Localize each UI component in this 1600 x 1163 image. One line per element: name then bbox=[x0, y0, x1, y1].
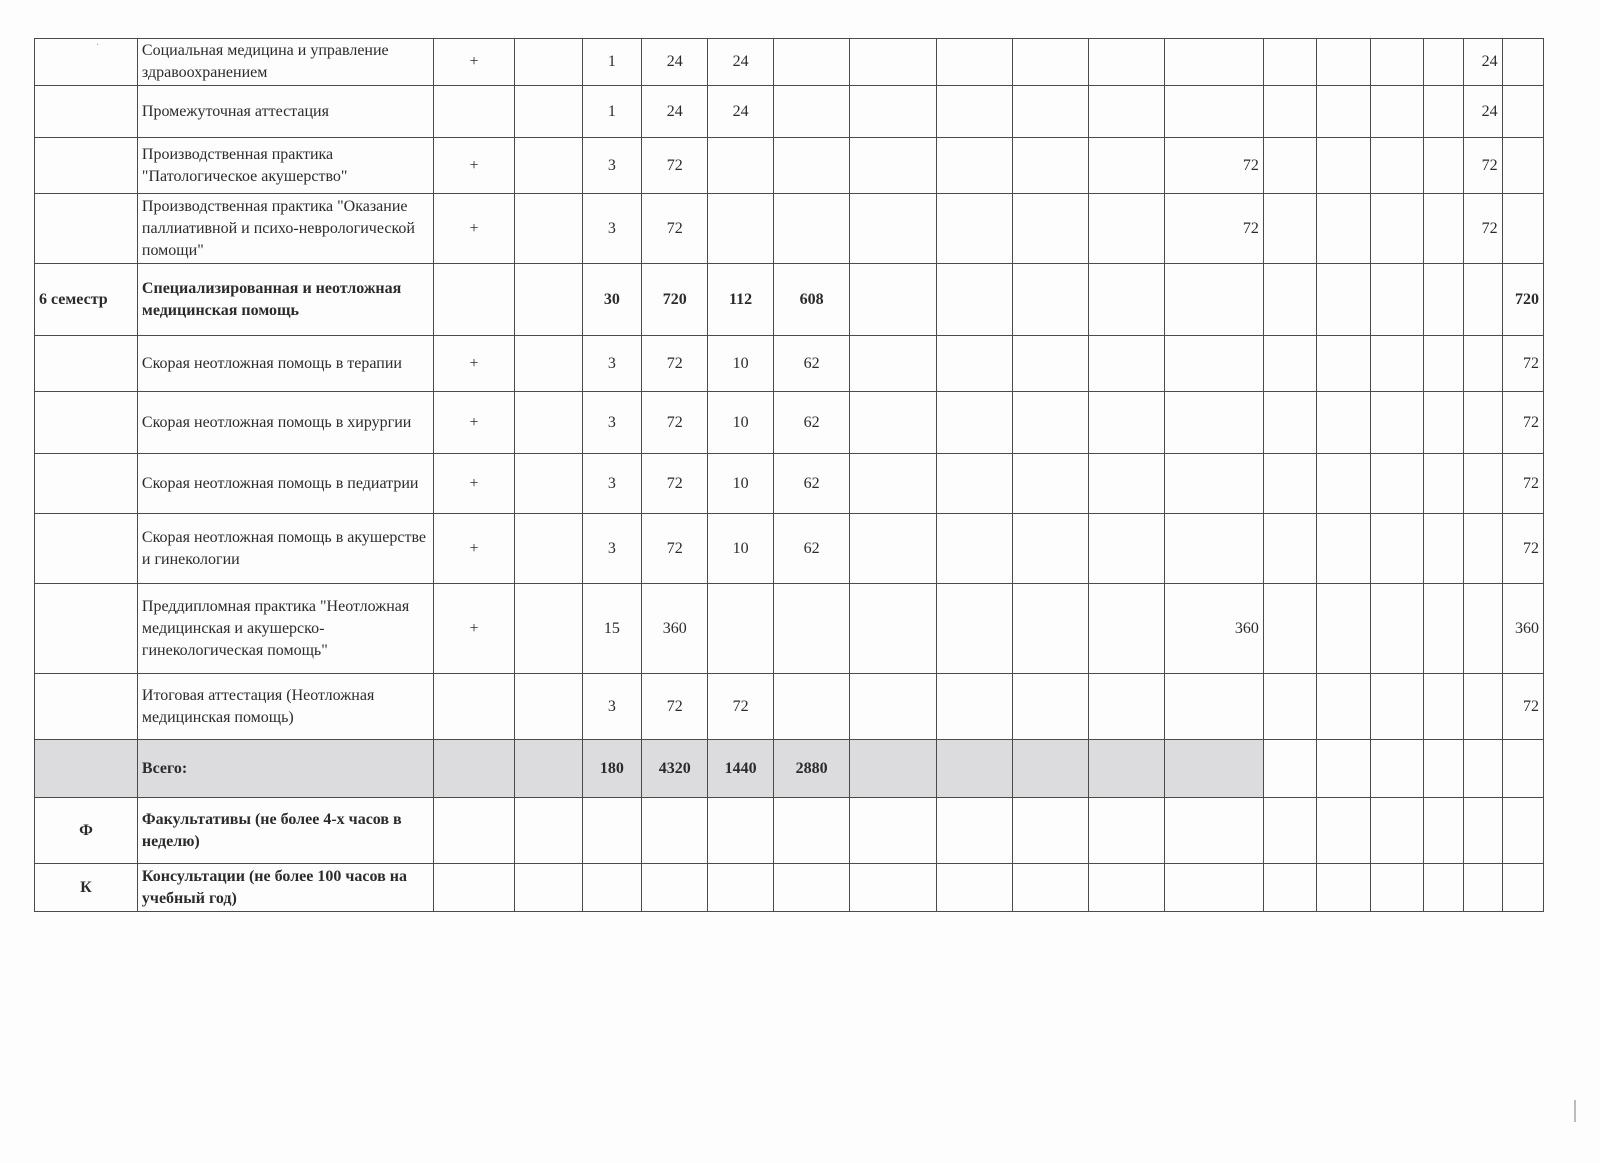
empty-cell bbox=[1424, 740, 1463, 798]
contact-hours-cell: 10 bbox=[708, 336, 774, 392]
scan-edge bbox=[1574, 1100, 1576, 1122]
self-study-hours-cell: 62 bbox=[774, 514, 850, 584]
empty-cell bbox=[936, 674, 1012, 740]
empty-cell bbox=[1317, 864, 1371, 912]
table-row bbox=[35, 392, 1544, 454]
empty-cell bbox=[1463, 740, 1502, 798]
table-row bbox=[35, 138, 1544, 194]
empty-cell bbox=[1370, 864, 1424, 912]
empty-cell bbox=[850, 86, 936, 138]
empty-cell bbox=[1263, 264, 1317, 336]
empty-cell bbox=[1263, 864, 1317, 912]
assessment-form-cell: + bbox=[434, 392, 514, 454]
empty-cell bbox=[850, 740, 936, 798]
table-row bbox=[35, 514, 1544, 584]
empty-cell bbox=[1012, 798, 1088, 864]
assessment-form-cell: + bbox=[434, 454, 514, 514]
self-study-hours-cell bbox=[774, 39, 850, 86]
empty-cell bbox=[1424, 454, 1463, 514]
self-study-hours-cell: 62 bbox=[774, 454, 850, 514]
practice-hours-cell bbox=[1165, 264, 1264, 336]
empty-cell bbox=[1463, 674, 1502, 740]
empty-cell bbox=[1263, 392, 1317, 454]
contact-hours-cell: 10 bbox=[708, 392, 774, 454]
empty-cell bbox=[1088, 454, 1164, 514]
total-hours-cell: 360 bbox=[642, 584, 708, 674]
table-row bbox=[35, 864, 1544, 912]
total-hours-cell: 72 bbox=[642, 138, 708, 194]
total-hours-cell: 72 bbox=[642, 454, 708, 514]
empty-cell bbox=[936, 138, 1012, 194]
semester-total-cell: 360 bbox=[1502, 584, 1543, 674]
empty-cell bbox=[936, 86, 1012, 138]
empty-cell bbox=[1317, 514, 1371, 584]
empty-cell bbox=[514, 86, 582, 138]
empty-cell bbox=[1012, 740, 1088, 798]
row-name-cell: Факультативы (не более 4-х часов в неделю) bbox=[137, 798, 433, 864]
empty-cell bbox=[434, 864, 514, 912]
credit-units-cell: 3 bbox=[582, 336, 642, 392]
empty-cell bbox=[1088, 514, 1164, 584]
self-study-hours-cell: 608 bbox=[774, 264, 850, 336]
discipline-name: Социальная медицина и управление здравоохранением bbox=[137, 39, 433, 86]
empty-cell bbox=[936, 392, 1012, 454]
discipline-name: Промежуточная аттестация bbox=[137, 86, 433, 138]
empty-cell bbox=[1317, 138, 1371, 194]
empty-cell bbox=[1012, 584, 1088, 674]
self-study-hours-cell bbox=[774, 138, 850, 194]
assessment-form-cell: + bbox=[434, 39, 514, 86]
semester-total-cell: 24 bbox=[1463, 39, 1502, 86]
empty-cell bbox=[1424, 392, 1463, 454]
total-hours-cell: 24 bbox=[642, 86, 708, 138]
empty-cell bbox=[1317, 194, 1371, 264]
empty-cell bbox=[708, 864, 774, 912]
row-name-cell: Консультации (не более 100 часов на учебный год) bbox=[137, 864, 433, 912]
empty-cell bbox=[1088, 864, 1164, 912]
empty-cell bbox=[1370, 454, 1424, 514]
curriculum-table bbox=[34, 38, 1544, 912]
empty-cell bbox=[1502, 864, 1543, 912]
empty-cell bbox=[1263, 454, 1317, 514]
semester-cell bbox=[35, 514, 138, 584]
self-study-hours-cell bbox=[774, 86, 850, 138]
credit-units-cell: 3 bbox=[582, 138, 642, 194]
assessment-form-cell: + bbox=[434, 584, 514, 674]
total-hours-cell: 72 bbox=[642, 392, 708, 454]
practice-hours-cell bbox=[1165, 392, 1264, 454]
empty-cell bbox=[1088, 798, 1164, 864]
table-row bbox=[35, 584, 1544, 674]
semester-cell bbox=[35, 674, 138, 740]
row-code-cell: К bbox=[35, 864, 138, 912]
empty-cell bbox=[936, 336, 1012, 392]
total-hours-cell: 72 bbox=[642, 336, 708, 392]
total-contact-hours: 1440 bbox=[708, 740, 774, 798]
empty-cell bbox=[1263, 336, 1317, 392]
discipline-name: Производственная практика "Патологическое акушерство" bbox=[137, 138, 433, 194]
empty-cell bbox=[1165, 740, 1264, 798]
row-code-cell: Ф bbox=[35, 798, 138, 864]
empty-cell bbox=[514, 39, 582, 86]
empty-cell bbox=[850, 798, 936, 864]
contact-hours-cell bbox=[708, 138, 774, 194]
table-row bbox=[35, 86, 1544, 138]
empty-cell bbox=[1370, 514, 1424, 584]
empty-cell bbox=[1463, 798, 1502, 864]
total-hours: 4320 bbox=[642, 740, 708, 798]
empty-cell bbox=[1502, 86, 1543, 138]
empty-cell bbox=[774, 864, 850, 912]
discipline-name: Скорая неотложная помощь в хирургии bbox=[137, 392, 433, 454]
discipline-name: Производственная практика "Оказание паллиативной и психо-неврологической помощи" bbox=[137, 194, 433, 264]
empty-cell bbox=[1012, 514, 1088, 584]
empty-cell bbox=[1012, 86, 1088, 138]
empty-cell bbox=[1317, 674, 1371, 740]
empty-cell bbox=[1424, 264, 1463, 336]
contact-hours-cell: 10 bbox=[708, 514, 774, 584]
empty-cell bbox=[936, 194, 1012, 264]
empty-cell bbox=[1370, 584, 1424, 674]
empty-cell bbox=[1463, 864, 1502, 912]
contact-hours-cell bbox=[708, 584, 774, 674]
empty-cell bbox=[1012, 454, 1088, 514]
empty-cell bbox=[1424, 798, 1463, 864]
table-row bbox=[35, 39, 1544, 86]
empty-cell bbox=[1424, 674, 1463, 740]
empty-cell bbox=[936, 584, 1012, 674]
empty-cell bbox=[1317, 86, 1371, 138]
empty-cell bbox=[1502, 138, 1543, 194]
total-hours-cell: 720 bbox=[642, 264, 708, 336]
semester-total-cell: 72 bbox=[1502, 674, 1543, 740]
empty-cell bbox=[582, 798, 642, 864]
semester-cell bbox=[35, 584, 138, 674]
empty-cell bbox=[1012, 39, 1088, 86]
empty-cell bbox=[936, 740, 1012, 798]
empty-cell bbox=[1263, 86, 1317, 138]
empty-cell bbox=[1424, 39, 1463, 86]
semester-cell bbox=[35, 86, 138, 138]
practice-hours-cell bbox=[1165, 674, 1264, 740]
empty-cell bbox=[1317, 740, 1371, 798]
empty-cell bbox=[642, 798, 708, 864]
empty-cell bbox=[1012, 392, 1088, 454]
empty-cell bbox=[514, 336, 582, 392]
empty-cell bbox=[1088, 584, 1164, 674]
assessment-form-cell bbox=[434, 674, 514, 740]
total-credit-units: 180 bbox=[582, 740, 642, 798]
semester-cell bbox=[35, 454, 138, 514]
empty-cell bbox=[434, 798, 514, 864]
empty-cell bbox=[936, 454, 1012, 514]
self-study-hours-cell bbox=[774, 584, 850, 674]
contact-hours-cell bbox=[708, 194, 774, 264]
empty-cell bbox=[514, 264, 582, 336]
practice-hours-cell bbox=[1165, 454, 1264, 514]
table-row bbox=[35, 454, 1544, 514]
empty-cell bbox=[1012, 864, 1088, 912]
empty-cell bbox=[850, 194, 936, 264]
empty-cell bbox=[1424, 138, 1463, 194]
empty-cell bbox=[1012, 674, 1088, 740]
semester-total-cell: 24 bbox=[1463, 86, 1502, 138]
empty-cell bbox=[1012, 138, 1088, 194]
assessment-form-cell bbox=[434, 264, 514, 336]
empty-cell bbox=[850, 336, 936, 392]
self-study-hours-cell bbox=[774, 674, 850, 740]
credit-units-cell: 3 bbox=[582, 674, 642, 740]
practice-hours-cell bbox=[1165, 39, 1264, 86]
discipline-name: Скорая неотложная помощь в терапии bbox=[137, 336, 433, 392]
empty-cell bbox=[1502, 194, 1543, 264]
empty-cell bbox=[1088, 39, 1164, 86]
empty-cell bbox=[1370, 194, 1424, 264]
table-row bbox=[35, 264, 1544, 336]
empty-cell bbox=[1165, 798, 1264, 864]
empty-cell bbox=[1263, 740, 1317, 798]
semester-total-cell: 72 bbox=[1463, 194, 1502, 264]
empty-cell bbox=[936, 39, 1012, 86]
semester-cell bbox=[35, 392, 138, 454]
empty-cell bbox=[1012, 336, 1088, 392]
empty-cell bbox=[1088, 392, 1164, 454]
empty-cell bbox=[1463, 454, 1502, 514]
empty-cell bbox=[1463, 584, 1502, 674]
empty-cell bbox=[1263, 39, 1317, 86]
empty-cell bbox=[936, 514, 1012, 584]
empty-cell bbox=[1463, 264, 1502, 336]
semester-total-cell: 72 bbox=[1502, 392, 1543, 454]
total-hours-cell: 72 bbox=[642, 514, 708, 584]
empty-cell bbox=[850, 864, 936, 912]
empty-cell bbox=[514, 454, 582, 514]
credit-units-cell: 3 bbox=[582, 454, 642, 514]
empty-cell bbox=[1088, 674, 1164, 740]
empty-cell bbox=[1370, 392, 1424, 454]
practice-hours-cell bbox=[1165, 336, 1264, 392]
assessment-form-cell: + bbox=[434, 138, 514, 194]
total-hours-cell: 72 bbox=[642, 194, 708, 264]
assessment-form-cell bbox=[434, 86, 514, 138]
empty-cell bbox=[1463, 514, 1502, 584]
empty-cell bbox=[1317, 336, 1371, 392]
empty-cell bbox=[1317, 584, 1371, 674]
empty-cell bbox=[1424, 864, 1463, 912]
empty-cell bbox=[1263, 138, 1317, 194]
assessment-form-cell: + bbox=[434, 336, 514, 392]
total-hours-cell: 72 bbox=[642, 674, 708, 740]
empty-cell bbox=[936, 264, 1012, 336]
empty-cell bbox=[1424, 194, 1463, 264]
empty-cell bbox=[850, 674, 936, 740]
total-label: Всего: bbox=[137, 740, 433, 798]
empty-cell bbox=[1370, 336, 1424, 392]
empty-cell bbox=[582, 864, 642, 912]
empty-cell bbox=[514, 864, 582, 912]
empty-cell bbox=[1088, 86, 1164, 138]
semester-total-cell: 72 bbox=[1502, 336, 1543, 392]
empty-cell bbox=[1317, 264, 1371, 336]
table-row bbox=[35, 194, 1544, 264]
empty-cell bbox=[1370, 740, 1424, 798]
empty-cell bbox=[514, 514, 582, 584]
self-study-hours-cell: 62 bbox=[774, 392, 850, 454]
empty-cell bbox=[1317, 798, 1371, 864]
contact-hours-cell: 72 bbox=[708, 674, 774, 740]
credit-units-cell: 15 bbox=[582, 584, 642, 674]
contact-hours-cell: 24 bbox=[708, 86, 774, 138]
practice-hours-cell: 72 bbox=[1165, 194, 1264, 264]
empty-cell bbox=[850, 138, 936, 194]
contact-hours-cell: 112 bbox=[708, 264, 774, 336]
empty-cell bbox=[1370, 39, 1424, 86]
empty-cell bbox=[1088, 138, 1164, 194]
empty-cell bbox=[1263, 798, 1317, 864]
empty-cell bbox=[1317, 454, 1371, 514]
discipline-name: Итоговая аттестация (Неотложная медицинская помощь) bbox=[137, 674, 433, 740]
empty-cell bbox=[1370, 798, 1424, 864]
semester-cell bbox=[35, 336, 138, 392]
semester-total-cell: 720 bbox=[1502, 264, 1543, 336]
practice-hours-cell: 72 bbox=[1165, 138, 1264, 194]
empty-cell bbox=[1263, 584, 1317, 674]
empty-cell bbox=[642, 864, 708, 912]
empty-cell bbox=[514, 392, 582, 454]
empty-cell bbox=[1370, 138, 1424, 194]
semester-cell bbox=[35, 39, 138, 86]
empty-cell bbox=[850, 264, 936, 336]
empty-cell bbox=[1088, 194, 1164, 264]
empty-cell bbox=[514, 138, 582, 194]
practice-hours-cell bbox=[1165, 514, 1264, 584]
semester-total-cell: 72 bbox=[1502, 514, 1543, 584]
semester-total-cell: 72 bbox=[1463, 138, 1502, 194]
assessment-form-cell: + bbox=[434, 514, 514, 584]
contact-hours-cell: 10 bbox=[708, 454, 774, 514]
empty-cell bbox=[1502, 39, 1543, 86]
empty-cell bbox=[1012, 194, 1088, 264]
table-row bbox=[35, 674, 1544, 740]
credit-units-cell: 3 bbox=[582, 514, 642, 584]
empty-cell bbox=[1263, 674, 1317, 740]
empty-cell bbox=[1012, 264, 1088, 336]
self-study-hours-cell: 62 bbox=[774, 336, 850, 392]
empty-cell bbox=[514, 584, 582, 674]
empty-cell bbox=[850, 514, 936, 584]
empty-cell bbox=[850, 392, 936, 454]
empty-cell bbox=[1263, 194, 1317, 264]
total-hours-cell: 24 bbox=[642, 39, 708, 86]
empty-cell bbox=[1263, 514, 1317, 584]
table-row bbox=[35, 336, 1544, 392]
empty-cell bbox=[850, 454, 936, 514]
discipline-name: Скорая неотложная помощь в акушерстве и гинекологии bbox=[137, 514, 433, 584]
contact-hours-cell: 24 bbox=[708, 39, 774, 86]
empty-cell bbox=[1317, 39, 1371, 86]
empty-cell bbox=[1165, 864, 1264, 912]
self-study-hours-cell bbox=[774, 194, 850, 264]
empty-cell bbox=[1370, 674, 1424, 740]
empty-cell bbox=[514, 674, 582, 740]
empty-cell bbox=[1424, 336, 1463, 392]
scan-artifact: · bbox=[96, 40, 100, 51]
empty-cell bbox=[1088, 336, 1164, 392]
empty-cell bbox=[936, 864, 1012, 912]
table-row bbox=[35, 798, 1544, 864]
assessment-form-cell: + bbox=[434, 194, 514, 264]
empty-cell bbox=[1424, 514, 1463, 584]
empty-cell bbox=[708, 798, 774, 864]
discipline-name: Преддипломная практика "Неотложная медицинская и акушерско-гинекологическая помощь" bbox=[137, 584, 433, 674]
empty-cell bbox=[1463, 336, 1502, 392]
semester-total-cell: 72 bbox=[1502, 454, 1543, 514]
credit-units-cell: 30 bbox=[582, 264, 642, 336]
empty-cell bbox=[1502, 740, 1543, 798]
practice-hours-cell: 360 bbox=[1165, 584, 1264, 674]
empty-cell bbox=[1370, 86, 1424, 138]
empty-cell bbox=[434, 740, 514, 798]
semester-cell bbox=[35, 138, 138, 194]
practice-hours-cell bbox=[1165, 86, 1264, 138]
empty-cell bbox=[1317, 392, 1371, 454]
empty-cell bbox=[1088, 264, 1164, 336]
credit-units-cell: 1 bbox=[582, 86, 642, 138]
empty-cell bbox=[850, 39, 936, 86]
empty-cell bbox=[35, 740, 138, 798]
empty-cell bbox=[774, 798, 850, 864]
empty-cell bbox=[514, 740, 582, 798]
empty-cell bbox=[1370, 264, 1424, 336]
empty-cell bbox=[850, 584, 936, 674]
empty-cell bbox=[514, 798, 582, 864]
semester-cell bbox=[35, 194, 138, 264]
credit-units-cell: 3 bbox=[582, 194, 642, 264]
semester-cell: 6 семестр bbox=[35, 264, 138, 336]
empty-cell bbox=[1463, 392, 1502, 454]
total-row bbox=[35, 740, 1544, 798]
empty-cell bbox=[1502, 798, 1543, 864]
empty-cell bbox=[936, 798, 1012, 864]
discipline-name: Скорая неотложная помощь в педиатрии bbox=[137, 454, 433, 514]
credit-units-cell: 1 bbox=[582, 39, 642, 86]
empty-cell bbox=[514, 194, 582, 264]
empty-cell bbox=[1424, 86, 1463, 138]
empty-cell bbox=[1424, 584, 1463, 674]
discipline-name: Специализированная и неотложная медицинская помощь bbox=[137, 264, 433, 336]
empty-cell bbox=[1088, 740, 1164, 798]
total-self-study-hours: 2880 bbox=[774, 740, 850, 798]
credit-units-cell: 3 bbox=[582, 392, 642, 454]
